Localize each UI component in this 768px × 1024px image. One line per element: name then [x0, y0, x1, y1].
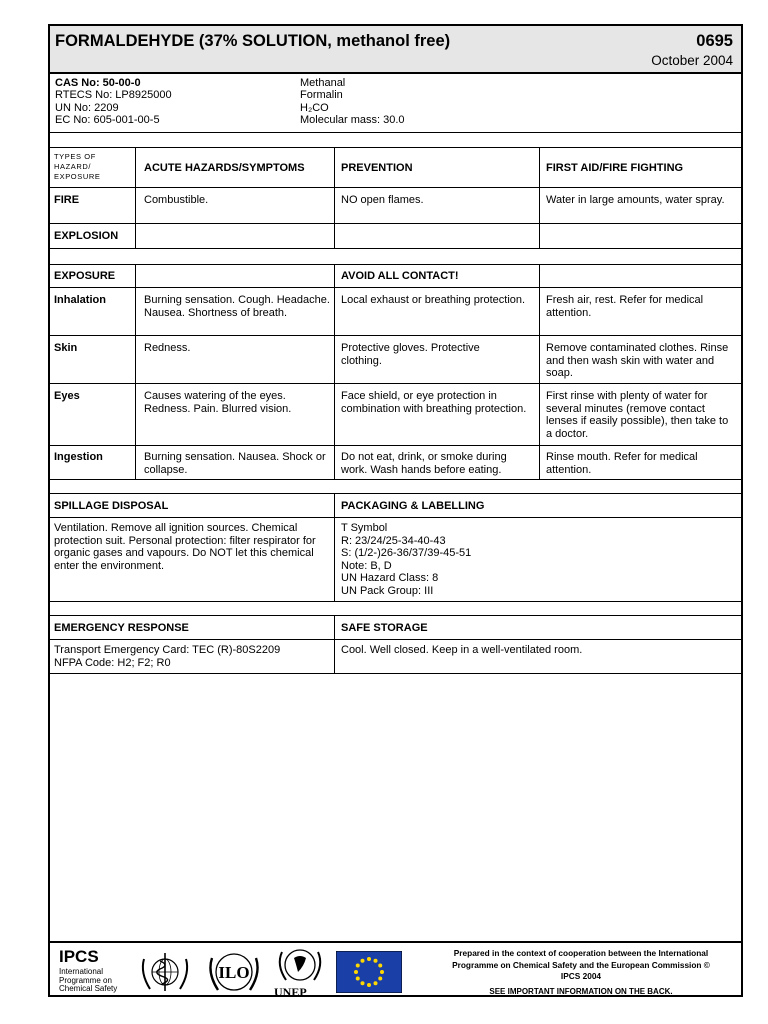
row-eyes-label: Eyes: [54, 390, 80, 402]
skin-firstaid: Remove contaminated clothes. Rinse and then wash skin with water and soap.: [546, 342, 729, 380]
chemical-title: FORMALDEHYDE (37% SOLUTION, methanol free): [55, 32, 451, 50]
un-number: UN No: 2209: [55, 101, 119, 114]
eu-star-icon: [367, 957, 371, 961]
unep-logo-text: UNEP: [274, 985, 307, 999]
eyes-firstaid: First rinse with plenty of water for several minutes (remove contact lenses if easily possible), then take to a doctor.: [546, 390, 729, 440]
packaging-symbol: T Symbol: [341, 522, 388, 534]
divider: [50, 287, 741, 288]
identifiers: [55, 77, 172, 127]
divider: [50, 615, 741, 616]
eu-star-icon: [367, 983, 371, 987]
ec-number: EC No: 605-001-00-5: [55, 114, 160, 127]
types-label: TYPES OF HAZARD/ EXPOSURE: [54, 152, 101, 181]
storage-text: Cool. Well closed. Keep in a well-ventilated room.: [341, 644, 583, 656]
col-divider: [334, 493, 335, 601]
eu-star-icon: [378, 964, 382, 968]
packaging-hazard-class: UN Hazard Class: 8: [341, 572, 439, 585]
eu-star-icon: [354, 970, 358, 974]
ilo-logo-text: ILO: [218, 963, 250, 982]
who-emblem-icon: [138, 949, 192, 995]
synonyms: [300, 77, 405, 127]
ingestion-prevention: Do not eat, drink, or smoke during work. Wash hands before eating.: [341, 451, 507, 476]
col-firstaid-header: FIRST AID/FIRE FIGHTING: [546, 162, 684, 174]
synonym-1: Methanal: [300, 77, 346, 89]
eu-star-icon: [380, 970, 384, 974]
col-divider: [539, 264, 540, 479]
row-fire-label: FIRE: [54, 194, 80, 206]
eu-star-icon: [374, 981, 378, 985]
divider: [50, 445, 741, 446]
divider: [50, 187, 741, 188]
divider: [50, 639, 741, 640]
eyes-prevention: Face shield, or eye protection in combination with breathing protection.: [341, 390, 527, 415]
divider: [50, 132, 741, 133]
eu-star-icon: [356, 964, 360, 968]
fire-prevention: NO open flames.: [341, 194, 424, 206]
divider: [50, 335, 741, 336]
synonym-2: Formalin: [300, 89, 343, 102]
fire-firstaid: Water in large amounts, water spray.: [546, 194, 725, 206]
card-number: 0695: [696, 32, 733, 50]
eu-flag-icon: [336, 951, 402, 993]
inhalation-firstaid: Fresh air, rest. Refer for medical attention.: [546, 294, 704, 319]
avoid-contact: AVOID ALL CONTACT!: [341, 270, 459, 282]
divider: [50, 147, 741, 148]
packaging-note: Note: B, D: [341, 559, 392, 572]
footer: [50, 941, 741, 999]
packaging-title: PACKAGING & LABELLING: [341, 500, 485, 512]
ingestion-acute: Burning sensation. Nausea. Shock or collapse.: [144, 451, 326, 476]
packaging-pack-group: UN Pack Group: III: [341, 584, 434, 597]
divider: [50, 479, 741, 480]
col-divider: [135, 147, 136, 223]
card-header: [50, 26, 741, 74]
col-divider: [539, 147, 540, 248]
see-back-note: SEE IMPORTANT INFORMATION ON THE BACK.: [489, 987, 673, 996]
eu-star-icon: [361, 959, 365, 963]
divider: [50, 383, 741, 384]
row-exposure-label: EXPOSURE: [54, 270, 116, 282]
inhalation-prevention: Local exhaust or breathing protection.: [341, 294, 526, 306]
formula: H₂CO: [300, 101, 329, 114]
emergency-lines: [54, 644, 280, 669]
col-divider: [135, 264, 136, 479]
row-inhalation-label: Inhalation: [54, 294, 106, 306]
emergency-card: Transport Emergency Card: TEC (R)-80S2209: [54, 644, 281, 656]
spillage-text: Ventilation. Remove all ignition sources. Chemical protection suit. Personal protection: filter respirator for organic gases and vapours. Do NOT let this chemical enter the environment.: [54, 522, 316, 572]
divider: [50, 248, 741, 249]
row-skin-label: Skin: [54, 342, 78, 354]
col-divider: [334, 615, 335, 673]
unep-emblem-icon: [274, 946, 326, 984]
cas-number: CAS No: 50-00-0: [55, 77, 141, 89]
nfpa-code: NFPA Code: H2; F2; R0: [54, 656, 171, 669]
row-ingestion-label: Ingestion: [54, 451, 103, 463]
icsc-card: [48, 24, 743, 997]
emergency-title: EMERGENCY RESPONSE: [54, 622, 189, 634]
col-divider: [135, 223, 136, 248]
eu-star-icon: [356, 977, 360, 981]
storage-title: SAFE STORAGE: [341, 622, 428, 634]
col-divider: [334, 264, 335, 479]
ingestion-firstaid: Rinse mouth. Refer for medical attention.: [546, 451, 698, 476]
col-acute-header: ACUTE HAZARDS/SYMPTOMS: [144, 162, 305, 174]
cooperation-note: Prepared in the context of cooperation between the International Programme on Chemical Safety and the European Commission © IPCS 2004: [452, 948, 710, 981]
fire-acute: Combustible.: [144, 194, 209, 206]
col-divider: [334, 147, 335, 248]
ipcs-subtitle: International Programme on Chemical Safety: [59, 967, 118, 993]
divider: [50, 601, 741, 602]
card-date: October 2004: [651, 53, 733, 68]
molecular-mass: Molecular mass: 30.0: [300, 114, 405, 127]
inhalation-acute: Burning sensation. Cough. Headache. Nausea. Shortness of breath.: [144, 294, 330, 319]
col-prevention-header: PREVENTION: [341, 162, 413, 174]
rtecs-number: RTECS No: LP8925000: [55, 89, 172, 102]
skin-prevention: Protective gloves. Protective clothing.: [341, 342, 480, 367]
eyes-acute: Causes watering of the eyes. Redness. Pain. Blurred vision.: [144, 390, 292, 415]
divider: [50, 493, 741, 494]
eu-star-icon: [374, 959, 378, 963]
packaging-r: R: 23/24/25-34-40-43: [341, 534, 446, 547]
divider: [50, 264, 741, 265]
ipcs-logo-text: IPCS: [59, 947, 99, 966]
eu-star-icon: [378, 977, 382, 981]
divider: [50, 517, 741, 518]
packaging-s: S: (1/2-)26-36/37/39-45-51: [341, 547, 472, 560]
ilo-emblem-icon: [206, 948, 262, 996]
divider: [50, 673, 741, 674]
skin-acute: Redness.: [144, 342, 191, 354]
divider: [50, 223, 741, 224]
row-explosion-label: EXPLOSION: [54, 230, 119, 242]
packaging-lines: [341, 522, 471, 598]
spillage-title: SPILLAGE DISPOSAL: [54, 500, 169, 512]
eu-star-icon: [361, 981, 365, 985]
